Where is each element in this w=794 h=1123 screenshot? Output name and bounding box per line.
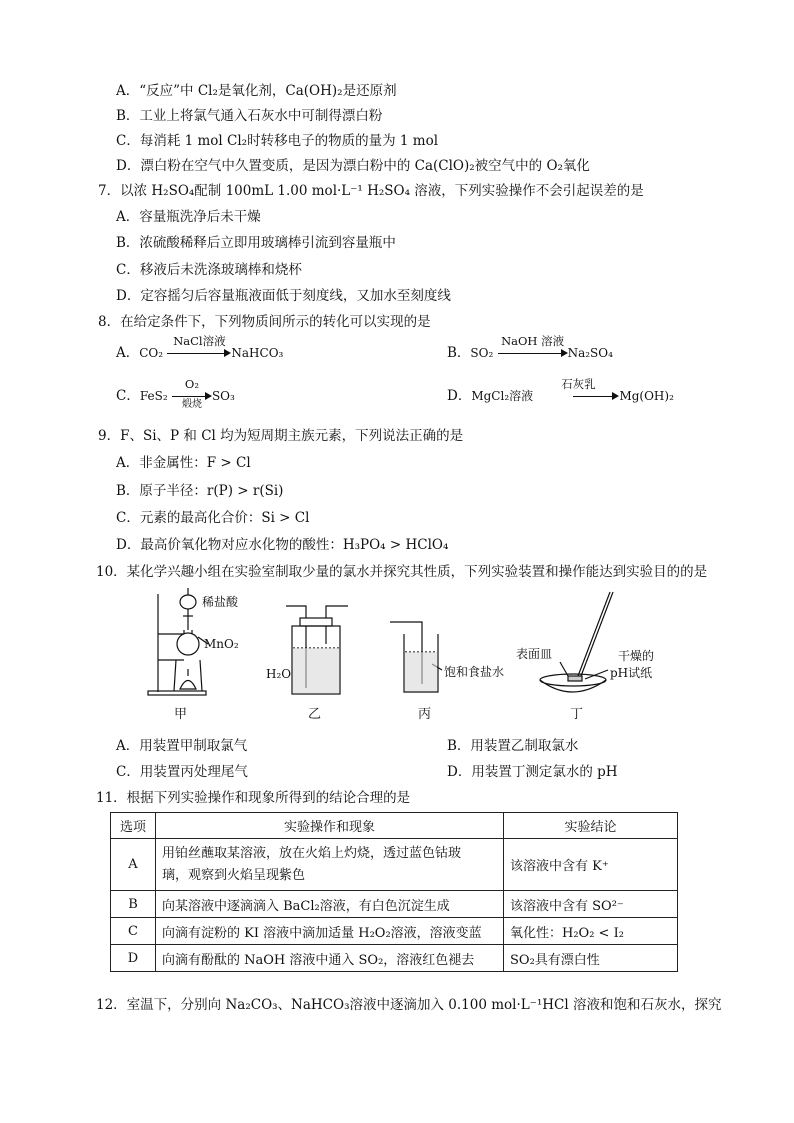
q8-option-d [447,376,674,406]
table-row [111,945,678,972]
q7-stem: 7．以浓 H₂SO₄配制 100mL 1.00 mol·L⁻¹ H₂SO₄ 溶液，下列实验操作不会引起误差的是 [98,183,644,199]
row-operation: 向某溶液中逐滴滴入 BaCl₂溶液，有白色沉淀生成 [156,891,504,918]
label-water: H₂O [266,667,292,681]
label-mno2: MnO₂ [204,637,239,651]
reaction-arrow-icon [167,333,231,363]
q8-c-to: SO₃ [211,389,235,403]
row-operation: 向滴有酚酞的 NaOH 溶液中通入 SO₂，溶液红色褪去 [156,945,504,972]
label-ph-paper-2: pH试纸 [610,666,653,680]
row-option: C [111,918,156,945]
q10-option-a: A．用装置甲制取氯气 [116,738,248,754]
apparatus-figure [140,584,680,726]
q9-option-c: C．元素的最高化合价：Si > Cl [116,510,310,526]
q8-c-from: FeS₂ [139,389,168,403]
q8-d-from: MgCl₂溶液 [471,389,534,403]
q8-b-letter: B． [447,345,471,361]
q8-d-letter: D． [447,388,472,404]
q8-a-to: NaHCO₃ [231,346,284,360]
q11-stem: 11．根据下列实验操作和现象所得到的结论合理的是 [96,790,411,806]
table-row [111,891,678,918]
q8-b-from: SO₂ [470,346,494,360]
q10-option-b: B．用装置乙制取氯水 [447,738,579,754]
caption-bing: 丙 [418,707,432,722]
q8-a-letter: A． [116,345,140,361]
q8-c-cond2: 煅烧 [181,398,202,410]
q9-option-d: D．最高价氧化物对应水化物的酸性：H₃PO₄ > HClO₄ [116,537,449,553]
apparatus-ding [540,592,613,692]
caption-ding: 丁 [570,707,584,722]
q7-option-c: C．移液后未洗涤玻璃棒和烧杯 [116,262,302,278]
label-acid: 稀盐酸 [202,595,239,609]
label-watch-glass: 表面皿 [516,647,553,661]
row-operation-line: 璃，观察到火焰呈现紫色 [162,867,306,883]
row-operation: 向滴有淀粉的 KI 溶液中滴加适量 H₂O₂溶液，溶液变蓝 [156,918,504,945]
q8-d-cond: 石灰乳 [561,376,596,391]
row-option: A [111,839,156,891]
row-conclusion: 该溶液中含有 K⁺ [504,839,678,891]
q12-stem: 12．室温下，分别向 Na₂CO₃、NaHCO₃溶液中逐滴加入 0.100 mol·L⁻¹HCl 溶液和饱和石灰水，探究 [96,997,722,1013]
q9-option-a: A．非金属性：F > Cl [116,455,251,471]
reaction-arrow-icon [498,333,568,363]
apparatus-jia [148,588,208,695]
q8-b-to: Na₂SO₄ [567,346,613,360]
q6-option-a: A．“反应”中 Cl₂是氧化剂，Ca(OH)₂是还原剂 [116,83,397,99]
q8-option-c [116,376,235,410]
row-operation-line: 用铂丝蘸取某溶液，放在火焰上灼烧，透过蓝色钴玻 [162,845,462,861]
q7-option-a: A．容量瓶洗净后未干燥 [116,209,261,225]
row-conclusion: 该溶液中含有 SO²⁻ [504,891,678,918]
row-conclusion: 氧化性：H₂O₂ < I₂ [504,918,678,945]
row-conclusion: SO₂具有漂白性 [504,945,678,972]
q7-option-b: B．浓硫酸稀释后立即用玻璃棒引流到容量瓶中 [116,235,396,251]
q8-a-from: CO₂ [139,346,164,360]
label-salt-water: 饱和食盐水 [444,665,505,679]
label-ph-paper-1: 干燥的 [618,649,655,663]
q8-c-letter: C． [116,388,140,404]
caption-yi: 乙 [308,707,322,722]
header-operation: 实验操作和现象 [156,813,504,839]
table-header-row [111,813,678,839]
q9-stem: 9．F、Si、P 和 Cl 均为短周期主族元素，下列说法正确的是 [98,428,464,444]
q8-d-to: Mg(OH)₂ [619,389,674,403]
caption-jia: 甲 [174,707,188,722]
reaction-arrow-icon [537,376,619,406]
q7-option-d: D．定容摇匀后容量瓶液面低于刻度线，又加水至刻度线 [116,288,451,304]
row-option: B [111,891,156,918]
q8-stem: 8．在给定条件下，下列物质间所示的转化可以实现的是 [98,314,431,330]
row-operation [156,839,504,891]
q6-option-d: D．漂白粉在空气中久置变质，是因为漂白粉中的 Ca(ClO)₂被空气中的 O₂氧化 [116,158,590,174]
q6-option-c: C．每消耗 1 mol Cl₂时转移电子的物质的量为 1 mol [116,133,439,149]
header-option: 选项 [111,813,156,839]
q11-table [110,812,678,972]
q6-option-b: B．工业上将氯气通入石灰水中可制得漂白粉 [116,108,383,124]
row-option: D [111,945,156,972]
table-row [111,839,678,891]
q10-option-c: C．用装置丙处理尾气 [116,764,248,780]
header-conclusion: 实验结论 [504,813,678,839]
q8-b-cond: NaOH 溶液 [501,333,565,348]
table-row [111,918,678,945]
q10-stem: 10．某化学兴趣小组在实验室制取少量的氯水并探究其性质，下列实验装置和操作能达到实验目的的是 [96,564,708,580]
reaction-arrow-icon [172,376,212,410]
q8-option-b [447,333,613,363]
q8-c-cond: O₂ [184,376,199,391]
q8-a-cond: NaCl溶液 [173,333,226,348]
q8-option-a [116,333,284,363]
q9-option-b: B．原子半径：r(P) > r(Si) [116,483,284,499]
q10-option-d: D．用装置丁测定氯水的 pH [447,764,618,780]
